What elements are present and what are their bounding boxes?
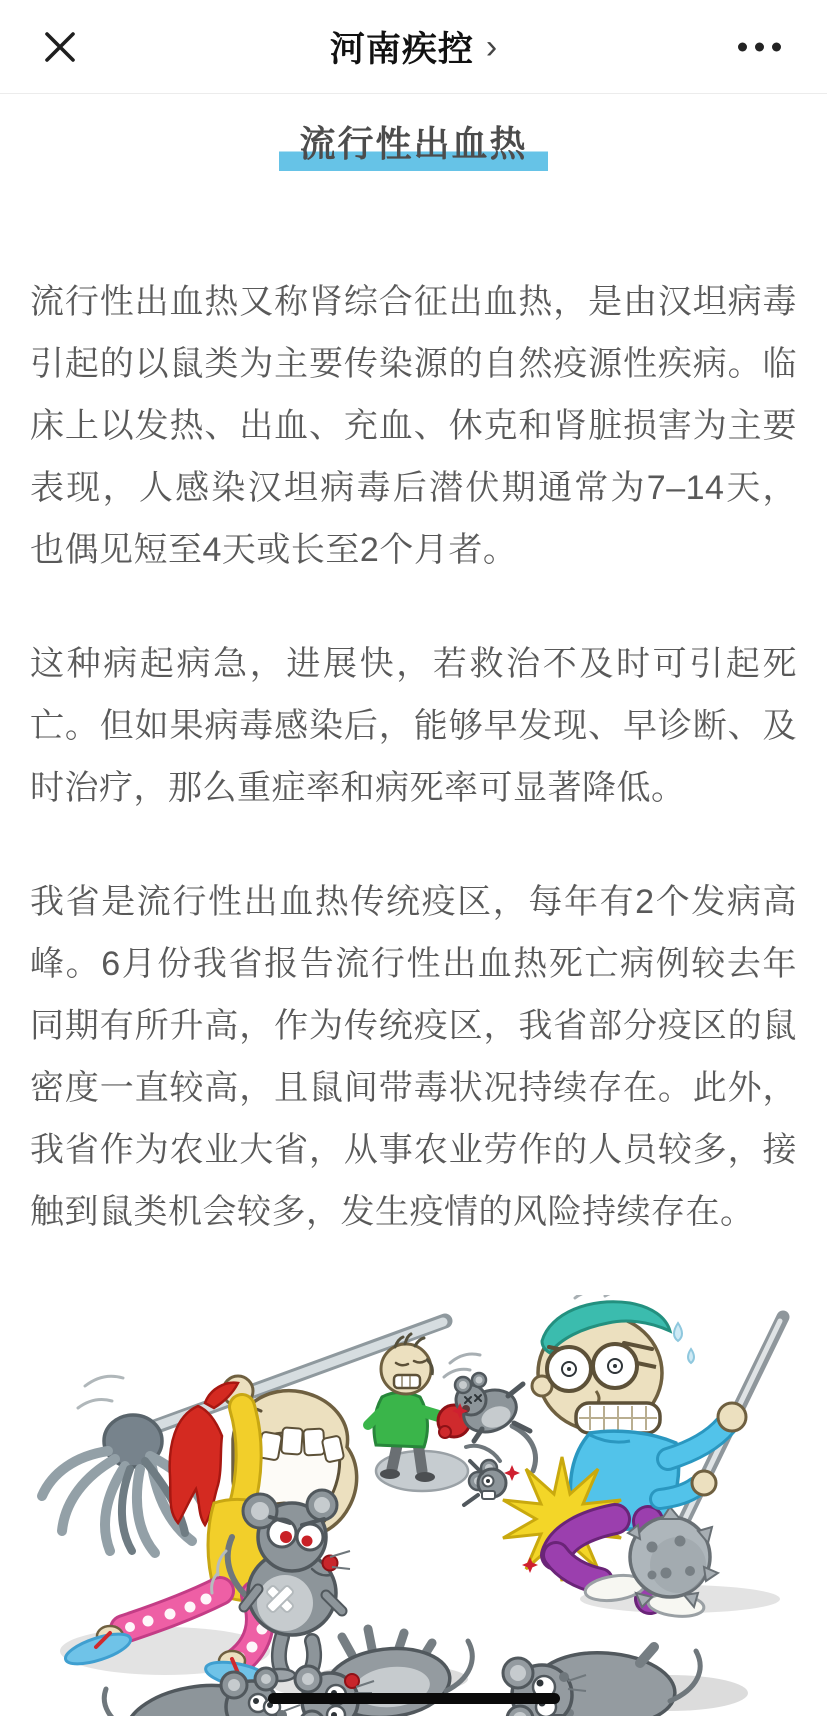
ellipsis-icon: [738, 42, 747, 51]
more-button[interactable]: [732, 36, 787, 57]
article-body: [0, 122, 827, 1716]
squashed-mouse: [464, 1446, 506, 1505]
paragraph-2: 这种病起病急，进展快，若救治不及时可引起死亡。但如果病毒感染后，能够早发现、早诊断、及时治疗，那么重症率和病死率可显著降低。: [30, 645, 797, 807]
paragraph-1: 流行性出血热又称肾综合征出血热，是由汉坦病毒引起的以鼠类为主要传染源的自然疫源性疾病。临床上以发热、出血、充血、休克和肾脏损害为主要表现，人感染汉坦病毒后潜伏期通常为7–14天，也偶见短至4天或长至2个月者。: [30, 283, 797, 569]
paragraph-3: 我省是流行性出血热传统疫区，每年有2个发病高峰。6月份我省报告流行性出血热死亡病例较去年同期有所升高，作为传统疫区，我省部分疫区的鼠密度一直较高，且鼠间带毒状况持续存在。此外，我省作为农业大省，从事农业劳作的人员较多，接触到鼠类机会较多，发生疫情的风险持续存在。: [30, 883, 797, 1231]
hand: [692, 1471, 716, 1495]
navbar: [0, 0, 827, 94]
red-eye: [302, 1536, 313, 1547]
fleeing-mouse: [104, 1668, 300, 1716]
red-eye: [280, 1531, 292, 1543]
dazed-mouse: [503, 1647, 700, 1716]
punched-mouse: [444, 1354, 535, 1471]
home-indicator[interactable]: [268, 1693, 560, 1704]
article-title-highlight: 流行性出血热: [279, 122, 547, 171]
sweat-drop: [674, 1323, 682, 1341]
boy-with-boxing-glove: [368, 1334, 470, 1491]
raised-arm: [241, 1407, 249, 1509]
hand: [718, 1403, 746, 1431]
ellipsis-icon: [772, 42, 781, 51]
green-shirt: [374, 1393, 427, 1448]
close-icon: [42, 29, 78, 65]
man-with-mace: [464, 1295, 783, 1619]
official-account-name: 河南疾控: [329, 29, 474, 69]
article-illustration[interactable]: [30, 1295, 797, 1716]
article-title: [30, 122, 797, 171]
close-button[interactable]: [38, 25, 82, 69]
ellipsis-icon: [755, 42, 764, 51]
official-account-title[interactable]: [330, 22, 497, 72]
chevron-right-icon: ›: [485, 27, 498, 66]
